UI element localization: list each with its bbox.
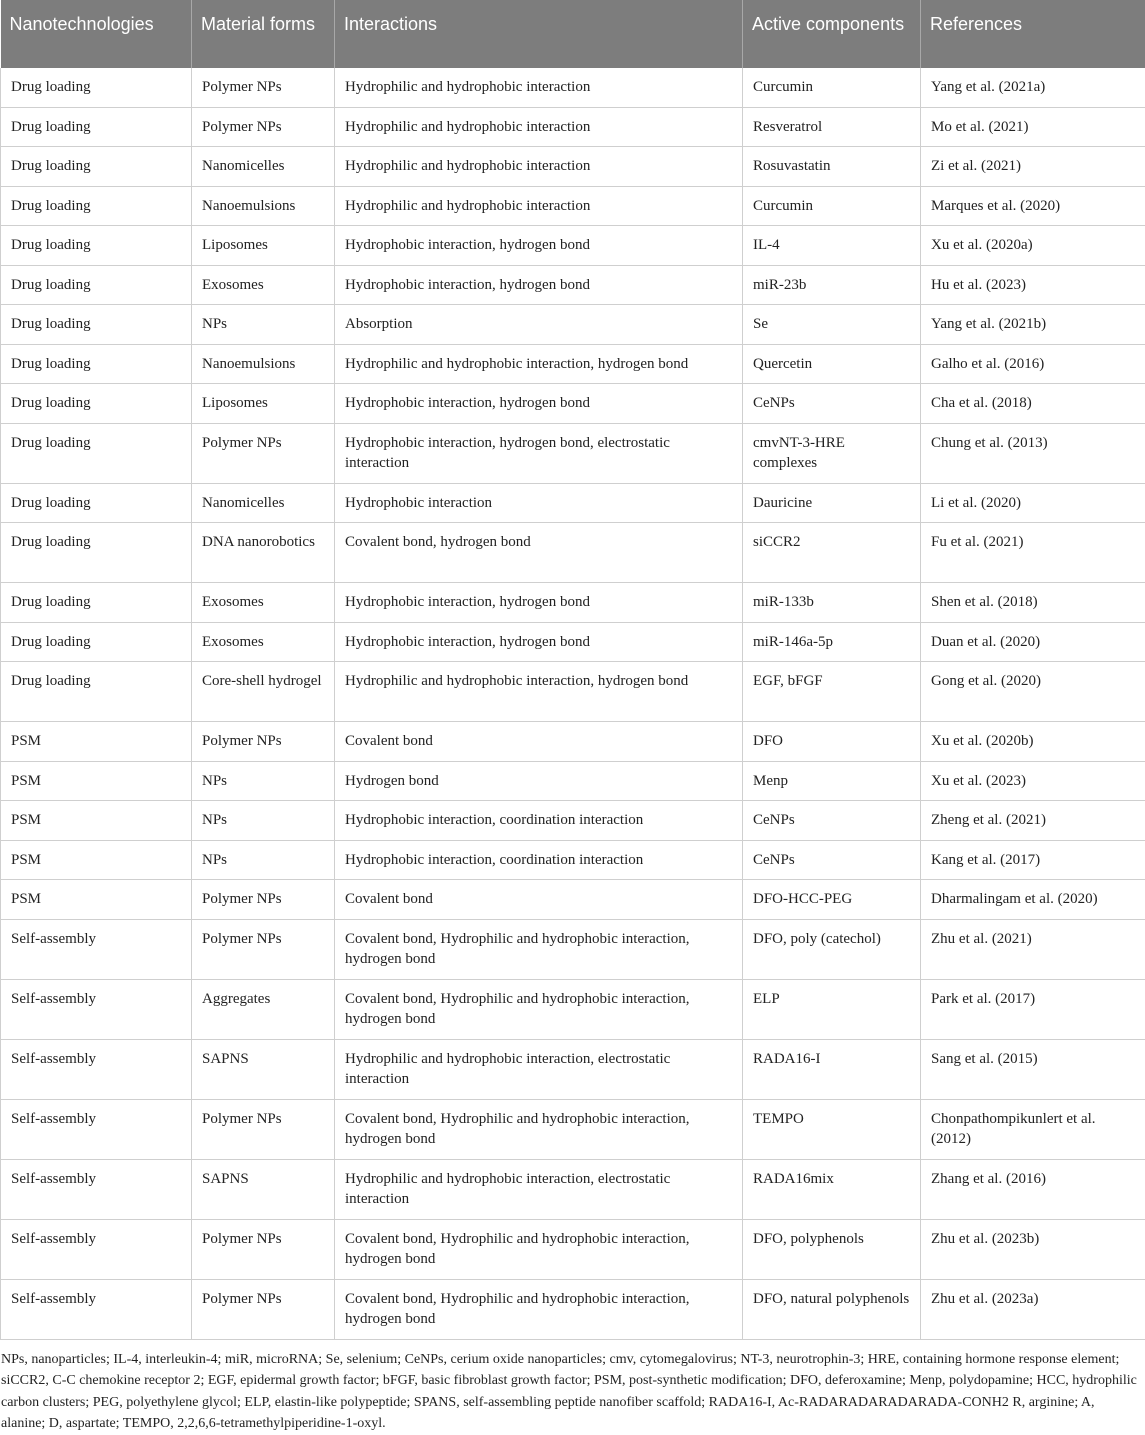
active-component-cell: Quercetin <box>743 344 921 384</box>
nanotechnology-cell: Drug loading <box>1 384 192 424</box>
active-component-cell: CeNPs <box>743 840 921 880</box>
table-row <box>1 1279 1145 1339</box>
nanotechnology-cell: PSM <box>1 761 192 801</box>
material-form-cell: Core-shell hydrogel <box>192 662 335 722</box>
active-component-cell: siCCR2 <box>743 523 921 583</box>
table-row <box>1 1219 1145 1279</box>
header-material-forms: Material forms <box>192 0 335 68</box>
interaction-cell: Hydrophobic interaction, hydrogen bond <box>335 265 743 305</box>
table-row <box>1 583 1145 623</box>
header-active-components: Active components <box>743 0 921 68</box>
table-row <box>1 305 1145 345</box>
table-row <box>1 186 1145 226</box>
material-form-cell: Polymer NPs <box>192 919 335 979</box>
reference-cell: Zhu et al. (2021) <box>921 919 1145 979</box>
nanotechnology-cell: Self-assembly <box>1 919 192 979</box>
reference-cell: Mo et al. (2021) <box>921 107 1145 147</box>
active-component-cell: CeNPs <box>743 384 921 424</box>
reference-cell: Zhu et al. (2023b) <box>921 1219 1145 1279</box>
material-form-cell: NPs <box>192 305 335 345</box>
interaction-cell: Hydrogen bond <box>335 761 743 801</box>
material-form-cell: NPs <box>192 840 335 880</box>
table-row <box>1 919 1145 979</box>
reference-cell: Shen et al. (2018) <box>921 583 1145 623</box>
active-component-cell: RADA16-I <box>743 1039 921 1099</box>
active-component-cell: DFO-HCC-PEG <box>743 880 921 920</box>
reference-cell: Zhang et al. (2016) <box>921 1159 1145 1219</box>
reference-cell: Yang et al. (2021b) <box>921 305 1145 345</box>
active-component-cell: DFO, poly (catechol) <box>743 919 921 979</box>
nanotechnology-cell: Drug loading <box>1 226 192 266</box>
active-component-cell: RADA16mix <box>743 1159 921 1219</box>
reference-cell: Chonpathompikunlert et al. (2012) <box>921 1099 1145 1159</box>
table-row <box>1 265 1145 305</box>
reference-cell: Galho et al. (2016) <box>921 344 1145 384</box>
interaction-cell: Covalent bond, Hydrophilic and hydrophobic interaction, hydrogen bond <box>335 1219 743 1279</box>
reference-cell: Xu et al. (2020b) <box>921 722 1145 762</box>
table-row <box>1 1159 1145 1219</box>
reference-cell: Hu et al. (2023) <box>921 265 1145 305</box>
interaction-cell: Hydrophilic and hydrophobic interaction, hydrogen bond <box>335 344 743 384</box>
active-component-cell: Menp <box>743 761 921 801</box>
interaction-cell: Absorption <box>335 305 743 345</box>
active-component-cell: Dauricine <box>743 483 921 523</box>
reference-cell: Yang et al. (2021a) <box>921 68 1145 107</box>
table-row <box>1 979 1145 1039</box>
table-row <box>1 662 1145 722</box>
table-row <box>1 722 1145 762</box>
header-row <box>1 0 1145 68</box>
interaction-cell: Covalent bond, Hydrophilic and hydrophobic interaction, hydrogen bond <box>335 1279 743 1339</box>
reference-cell: Marques et al. (2020) <box>921 186 1145 226</box>
interaction-cell: Covalent bond, Hydrophilic and hydrophobic interaction, hydrogen bond <box>335 1099 743 1159</box>
active-component-cell: Curcumin <box>743 68 921 107</box>
reference-cell: Xu et al. (2020a) <box>921 226 1145 266</box>
material-form-cell: Exosomes <box>192 622 335 662</box>
interaction-cell: Covalent bond, hydrogen bond <box>335 523 743 583</box>
reference-cell: Li et al. (2020) <box>921 483 1145 523</box>
nanotechnology-cell: PSM <box>1 840 192 880</box>
reference-cell: Duan et al. (2020) <box>921 622 1145 662</box>
active-component-cell: ELP <box>743 979 921 1039</box>
nanotechnology-cell: Drug loading <box>1 583 192 623</box>
reference-cell: Zhu et al. (2023a) <box>921 1279 1145 1339</box>
active-component-cell: miR-133b <box>743 583 921 623</box>
material-form-cell: NPs <box>192 801 335 841</box>
active-component-cell: Se <box>743 305 921 345</box>
material-form-cell: Polymer NPs <box>192 1279 335 1339</box>
interaction-cell: Hydrophobic interaction, hydrogen bond <box>335 226 743 266</box>
material-form-cell: Polymer NPs <box>192 1099 335 1159</box>
active-component-cell: DFO, polyphenols <box>743 1219 921 1279</box>
material-form-cell: Polymer NPs <box>192 1219 335 1279</box>
nanotechnology-cell: Drug loading <box>1 423 192 483</box>
nanotechnology-cell: Drug loading <box>1 107 192 147</box>
header-interactions: Interactions <box>335 0 743 68</box>
material-form-cell: NPs <box>192 761 335 801</box>
material-form-cell: Exosomes <box>192 265 335 305</box>
interaction-cell: Hydrophilic and hydrophobic interaction <box>335 186 743 226</box>
table-row <box>1 107 1145 147</box>
table-row <box>1 147 1145 187</box>
material-form-cell: Nanomicelles <box>192 483 335 523</box>
material-form-cell: SAPNS <box>192 1039 335 1099</box>
interaction-cell: Hydrophobic interaction, coordination interaction <box>335 801 743 841</box>
material-form-cell: Nanomicelles <box>192 147 335 187</box>
active-component-cell: TEMPO <box>743 1099 921 1159</box>
table-row <box>1 523 1145 583</box>
material-form-cell: Aggregates <box>192 979 335 1039</box>
reference-cell: Cha et al. (2018) <box>921 384 1145 424</box>
material-form-cell: Polymer NPs <box>192 423 335 483</box>
nanotechnology-cell: Drug loading <box>1 523 192 583</box>
table-row <box>1 1099 1145 1159</box>
material-form-cell: Liposomes <box>192 226 335 266</box>
interaction-cell: Hydrophobic interaction, hydrogen bond <box>335 622 743 662</box>
interaction-cell: Covalent bond <box>335 880 743 920</box>
nanotechnology-cell: PSM <box>1 722 192 762</box>
material-form-cell: SAPNS <box>192 1159 335 1219</box>
material-form-cell: Nanoemulsions <box>192 186 335 226</box>
nanotechnology-cell: PSM <box>1 801 192 841</box>
reference-cell: Park et al. (2017) <box>921 979 1145 1039</box>
material-form-cell: Polymer NPs <box>192 722 335 762</box>
table-row <box>1 344 1145 384</box>
table-row <box>1 423 1145 483</box>
table-header <box>1 0 1145 68</box>
nanotechnology-cell: Self-assembly <box>1 1279 192 1339</box>
active-component-cell: Rosuvastatin <box>743 147 921 187</box>
nanotechnology-cell: Self-assembly <box>1 1159 192 1219</box>
nanotechnology-cell: PSM <box>1 880 192 920</box>
interaction-cell: Hydrophobic interaction, hydrogen bond, electrostatic interaction <box>335 423 743 483</box>
active-component-cell: miR-146a-5p <box>743 622 921 662</box>
nanotechnology-cell: Drug loading <box>1 622 192 662</box>
nanotechnology-cell: Self-assembly <box>1 1099 192 1159</box>
table-row <box>1 68 1145 107</box>
nanotechnology-cell: Self-assembly <box>1 979 192 1039</box>
table-row <box>1 622 1145 662</box>
interaction-cell: Hydrophobic interaction, hydrogen bond <box>335 384 743 424</box>
nanotechnology-cell: Self-assembly <box>1 1219 192 1279</box>
table-row <box>1 761 1145 801</box>
material-form-cell: Polymer NPs <box>192 68 335 107</box>
nanotechnology-cell: Drug loading <box>1 265 192 305</box>
nanotechnology-cell: Drug loading <box>1 68 192 107</box>
material-form-cell: Polymer NPs <box>192 107 335 147</box>
table-footnote: NPs, nanoparticles; IL-4, interleukin-4; miR, microRNA; Se, selenium; CeNPs, cerium oxide nanoparticles; cmv, cytomegalovirus; NT-3, neurotrophin-3; HRE, containing hormone response element; siCCR2, C-C chemokine receptor 2; EGF, epidermal growth factor; bFGF, basic fibroblast growth factor; PSM, post-synthetic modification; DFO, deferoxamine; Menp, polydopamine; HCC, hydrophilic carbon clusters; PEG, polyethylene glycol; ELP, elastin-like polypeptide; SPANS, self-assembling peptide nanofiber scaffold; RADA16-I, Ac-RADARADARADARADA-CONH2 R, arginine; A, alanine; D, aspartate; TEMPO, 2,2,6,6-tetramethylpiperidine-1-oxyl. <box>0 1340 1145 1435</box>
material-form-cell: Exosomes <box>192 583 335 623</box>
nanotechnology-cell: Drug loading <box>1 186 192 226</box>
material-form-cell: Nanoemulsions <box>192 344 335 384</box>
active-component-cell: Resveratrol <box>743 107 921 147</box>
active-component-cell: miR-23b <box>743 265 921 305</box>
active-component-cell: IL-4 <box>743 226 921 266</box>
interaction-cell: Covalent bond, Hydrophilic and hydrophobic interaction, hydrogen bond <box>335 979 743 1039</box>
interaction-cell: Covalent bond <box>335 722 743 762</box>
reference-cell: Xu et al. (2023) <box>921 761 1145 801</box>
table-row <box>1 483 1145 523</box>
nanotechnology-cell: Drug loading <box>1 483 192 523</box>
interaction-cell: Hydrophobic interaction, hydrogen bond <box>335 583 743 623</box>
table-row <box>1 801 1145 841</box>
active-component-cell: DFO <box>743 722 921 762</box>
interaction-cell: Hydrophilic and hydrophobic interaction, hydrogen bond <box>335 662 743 722</box>
reference-cell: Zheng et al. (2021) <box>921 801 1145 841</box>
table-row <box>1 840 1145 880</box>
interaction-cell: Hydrophilic and hydrophobic interaction <box>335 147 743 187</box>
interaction-cell: Hydrophilic and hydrophobic interaction, electrostatic interaction <box>335 1039 743 1099</box>
interaction-cell: Hydrophilic and hydrophobic interaction <box>335 68 743 107</box>
material-form-cell: Polymer NPs <box>192 880 335 920</box>
material-form-cell: DNA nanorobotics <box>192 523 335 583</box>
reference-cell: Sang et al. (2015) <box>921 1039 1145 1099</box>
active-component-cell: CeNPs <box>743 801 921 841</box>
nanotechnology-cell: Self-assembly <box>1 1039 192 1099</box>
reference-cell: Zi et al. (2021) <box>921 147 1145 187</box>
nanotechnology-cell: Drug loading <box>1 662 192 722</box>
reference-cell: Chung et al. (2013) <box>921 423 1145 483</box>
interaction-cell: Hydrophobic interaction, coordination interaction <box>335 840 743 880</box>
interaction-cell: Hydrophilic and hydrophobic interaction, electrostatic interaction <box>335 1159 743 1219</box>
interaction-cell: Hydrophobic interaction <box>335 483 743 523</box>
active-component-cell: Curcumin <box>743 186 921 226</box>
reference-cell: Dharmalingam et al. (2020) <box>921 880 1145 920</box>
table-row <box>1 1039 1145 1099</box>
active-component-cell: DFO, natural polyphenols <box>743 1279 921 1339</box>
table-row <box>1 226 1145 266</box>
nanotechnology-cell: Drug loading <box>1 147 192 187</box>
nanotechnology-cell: Drug loading <box>1 344 192 384</box>
header-references: References <box>921 0 1145 68</box>
header-nanotechnologies: Nanotechnologies <box>1 0 192 68</box>
active-component-cell: cmvNT-3-HRE complexes <box>743 423 921 483</box>
material-form-cell: Liposomes <box>192 384 335 424</box>
table-row <box>1 880 1145 920</box>
table-body <box>1 68 1145 1339</box>
active-component-cell: EGF, bFGF <box>743 662 921 722</box>
interaction-cell: Covalent bond, Hydrophilic and hydrophobic interaction, hydrogen bond <box>335 919 743 979</box>
reference-cell: Kang et al. (2017) <box>921 840 1145 880</box>
reference-cell: Gong et al. (2020) <box>921 662 1145 722</box>
nanotechnology-cell: Drug loading <box>1 305 192 345</box>
table-row <box>1 384 1145 424</box>
interaction-cell: Hydrophilic and hydrophobic interaction <box>335 107 743 147</box>
reference-cell: Fu et al. (2021) <box>921 523 1145 583</box>
